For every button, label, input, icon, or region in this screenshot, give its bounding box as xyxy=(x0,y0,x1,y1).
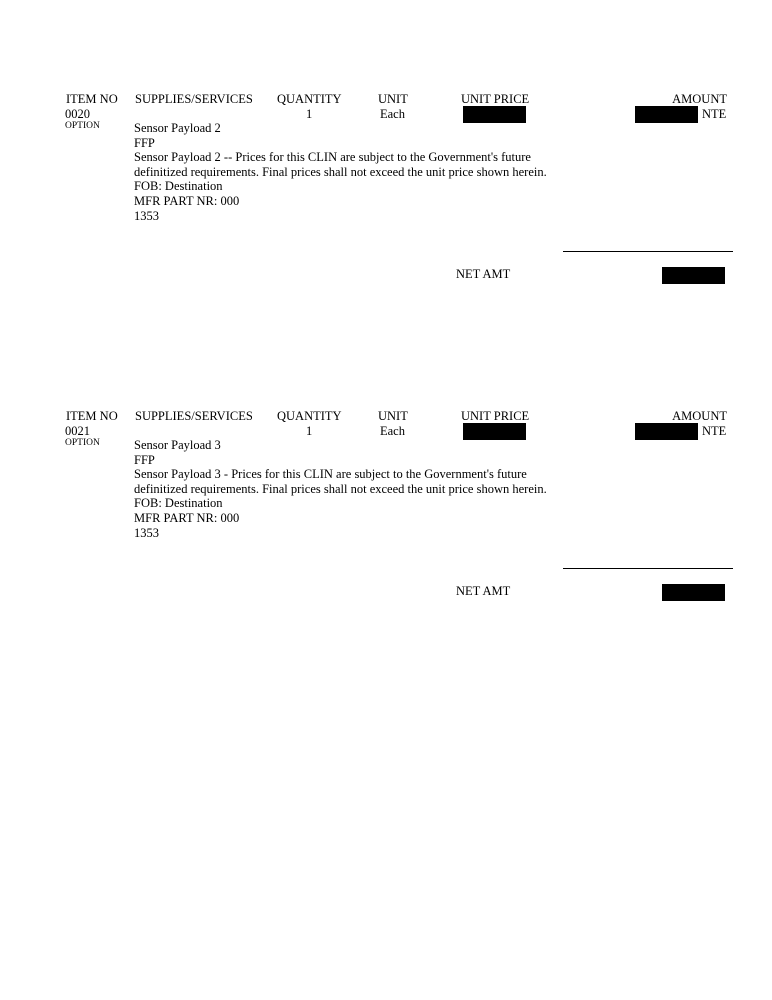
header-item-no: ITEM NO xyxy=(66,92,118,106)
description-line: MFR PART NR: 000 xyxy=(134,510,240,525)
description-line: FOB: Destination xyxy=(134,496,223,511)
net-amount-rule xyxy=(563,568,733,569)
description-line: FFP xyxy=(134,452,155,467)
item-number: 0020 xyxy=(65,107,90,121)
unit-value: Each xyxy=(380,424,405,438)
header-amount: AMOUNT xyxy=(672,92,727,106)
net-amount-redaction xyxy=(662,584,725,601)
description-line: FFP xyxy=(134,135,155,150)
clin-block xyxy=(0,409,772,609)
amount-redaction xyxy=(635,423,698,440)
option-label: OPTION xyxy=(65,438,100,448)
description-line: FOB: Destination xyxy=(134,179,223,194)
description-line: Sensor Payload 3 xyxy=(134,438,221,452)
description-line: definitized requirements. Final prices shall not exceed the unit price shown herein. xyxy=(134,164,547,179)
net-amount-redaction xyxy=(662,267,725,284)
net-amount-label: NET AMT xyxy=(456,267,511,281)
header-unit-price: UNIT PRICE xyxy=(461,409,530,423)
item-number: 0021 xyxy=(65,424,90,438)
clin-block xyxy=(0,92,772,292)
description-line: 1353 xyxy=(134,525,159,540)
header-supplies-services: SUPPLIES/SERVICES xyxy=(135,92,253,106)
item-description xyxy=(134,121,547,223)
description-line: definitized requirements. Final prices shall not exceed the unit price shown herein. xyxy=(134,481,547,496)
option-label: OPTION xyxy=(65,121,100,131)
header-unit: UNIT xyxy=(378,409,408,423)
quantity-value: 1 xyxy=(306,107,313,121)
quantity-value: 1 xyxy=(306,424,313,438)
header-unit-price: UNIT PRICE xyxy=(461,92,530,106)
description-line: MFR PART NR: 000 xyxy=(134,193,240,208)
net-amount-label: NET AMT xyxy=(456,584,511,598)
description-line: 1353 xyxy=(134,208,159,223)
item-description xyxy=(134,438,547,540)
header-unit: UNIT xyxy=(378,92,408,106)
net-amount-rule xyxy=(563,251,733,252)
nte-label: NTE xyxy=(702,107,727,121)
nte-label: NTE xyxy=(702,424,727,438)
unit-value: Each xyxy=(380,107,405,121)
amount-redaction xyxy=(635,106,698,123)
description-line: Sensor Payload 2 xyxy=(134,121,221,135)
header-quantity: QUANTITY xyxy=(277,92,342,106)
header-supplies-services: SUPPLIES/SERVICES xyxy=(135,409,253,423)
header-amount: AMOUNT xyxy=(672,409,727,423)
description-line: Sensor Payload 3 - Prices for this CLIN are subject to the Government's future xyxy=(134,467,527,482)
description-line: Sensor Payload 2 -- Prices for this CLIN are subject to the Government's future xyxy=(134,150,531,165)
header-quantity: QUANTITY xyxy=(277,409,342,423)
header-item-no: ITEM NO xyxy=(66,409,118,423)
